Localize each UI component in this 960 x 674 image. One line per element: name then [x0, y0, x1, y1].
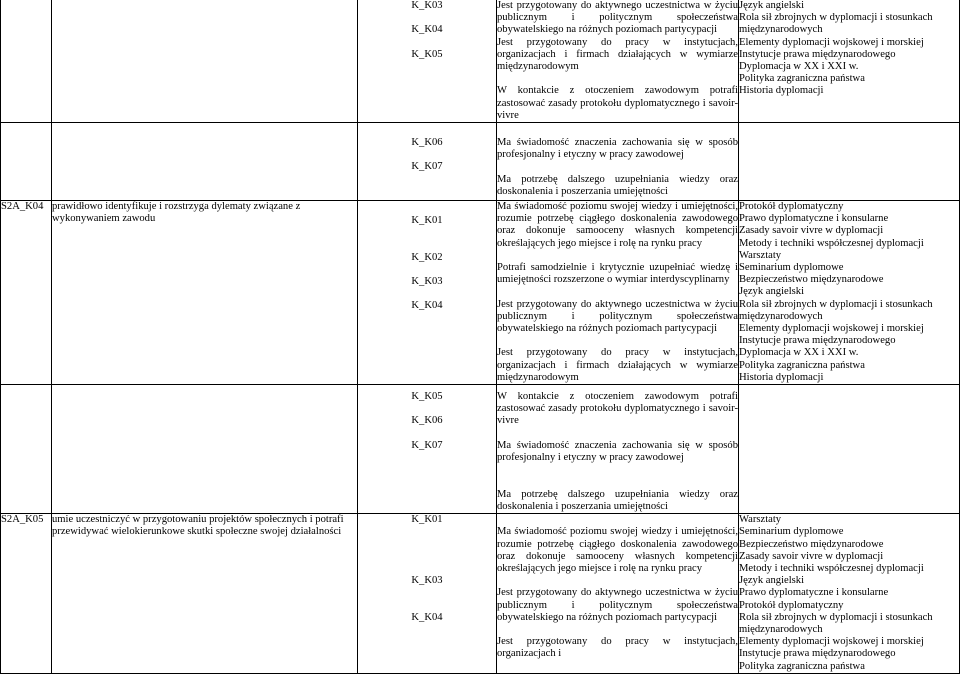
- area-code-cell: S2A_K04: [1, 201, 52, 385]
- outcome-refs-cell: K_K03 K_K04 K_K05: [358, 0, 497, 123]
- subjects-cell: Język angielski Rola sił zbrojnych w dyplomacji i stosunkach międzynarodowych Elementy dyplomacji wojskowej i morskiej Instytucje prawa międzynarodowego Dyplomacja w XX i XXI w. Polityka zagraniczna państwa Historia dyplomacji: [739, 0, 960, 123]
- outcome-effects-cell: W kontakcie z otoczeniem zawodowym potrafi zastosować zasady protokołu dyplomatycznego i savoir-vivre Ma świadomość znaczenia zachowania się w sposób profesjonalny i etyczny w pracy zawodowej Ma potrzebę dalszego uzupełniania wiedzy oraz doskonalenia i poszerzania umiejętności: [497, 385, 739, 514]
- area-code-cell: [1, 385, 52, 514]
- area-description-cell: [52, 385, 358, 514]
- subjects-cell: Warsztaty Seminarium dyplomowe Bezpieczeństwo międzynarodowe Zasady savoir vivre w dyplomacji Metody i techniki współczesnej dyplomacji Język angielski Prawo dyplomatyczne i konsularne Protokół dyplomatyczny Rola sił zbrojnych w dyplomacji i stosunkach międzynarodowych Elementy dyplomacji wojskowej i morskiej Instytucje prawa międzynarodowego Polityka zagraniczna państwa: [739, 514, 960, 674]
- outcome-effects-cell: Ma świadomość poziomu swojej wiedzy i umiejętności, rozumie potrzebę ciągłego doskonalenia zawodowego oraz dokonuje samooceny własnych kompetencji określających jego miejsce i rolę na rynku pracy Jest przygotowany do aktywnego uczestnictwa w życiu publicznym i politycznym społeczeństwa obywatelskiego na różnych poziomach partycypacji Jest przygotowany do pracy w instytucjach, organizacjach i: [497, 514, 739, 674]
- outcome-refs-cell: K_K05 K_K06 K_K07: [358, 385, 497, 514]
- area-description-cell: prawidłowo identyfikuje i rozstrzyga dylematy związane z wykonywaniem zawodu: [52, 201, 358, 385]
- area-description-cell: [52, 0, 358, 123]
- outcome-effects-cell: Ma świadomość poziomu swojej wiedzy i umiejętności, rozumie potrzebę ciągłego doskonalenia zawodowego oraz dokonuje samooceny własnych kompetencji określających jego miejsce i rolę na rynku pracy Potrafi samodzielnie i krytycznie uzupełniać wiedzę i umiejętności rozszerzone o wymiar interdyscyplinarny Jest przygotowany do aktywnego uczestnictwa w życiu publicznym i politycznym społeczeństwa obywatelskiego na różnych poziomach partycypacji Jest przygotowany do pracy w instytucjach, organizacjach i firmach działających w wymiarze międzynarodowym: [497, 201, 738, 383]
- outcome-refs-cell: K_K01 K_K03 K_K04: [358, 514, 497, 674]
- subjects-cell: [739, 123, 960, 201]
- area-description-cell: umie uczestniczyć w przygotowaniu projektów społecznych i potrafi przewidywać wielokierunkowe skutki społeczne swojej działalności: [52, 514, 358, 674]
- outcome-effects-cell: Jest przygotowany do aktywnego uczestnictwa w życiu publicznym i politycznym społeczeństwa obywatelskiego na różnych poziomach partycypacji Jest przygotowany do pracy w instytucjach, organizacjach i firmach działających w wymiarze międzynarodowym W kontakcie z otoczeniem zawodowym potrafi zastosować zasady protokołu dyplomatycznego i savoir-vivre: [497, 0, 738, 121]
- outcome-effects-cell: Ma świadomość znaczenia zachowania się w sposób profesjonalny i etyczny w pracy zawodowej Ma potrzebę dalszego uzupełniania wiedzy oraz doskonalenia i poszerzania umiejętności: [497, 123, 739, 201]
- subjects-cell: Protokół dyplomatyczny Prawo dyplomatyczne i konsularne Zasady savoir vivre w dyplomacji Metody i techniki współczesnej dyplomacji Warsztaty Seminarium dyplomowe Bezpieczeństwo międzynarodowe Język angielski Rola sił zbrojnych w dyplomacji i stosunkach międzynarodowych Elementy dyplomacji wojskowej i morskiej Instytucje prawa międzynarodowego Dyplomacja w XX i XXI w. Polityka zagraniczna państwa Historia dyplomacji: [739, 201, 960, 385]
- area-code-cell: [1, 123, 52, 201]
- table-row: [1, 201, 960, 385]
- area-code-cell: [1, 0, 52, 123]
- area-code-cell: S2A_K05: [1, 514, 52, 674]
- outcome-refs-cell: K_K06 K_K07: [358, 123, 497, 201]
- subjects-cell: [739, 385, 960, 514]
- outcome-refs-cell: K_K01 K_K02 K_K03 K_K04: [358, 201, 497, 385]
- area-description-cell: [52, 123, 358, 201]
- table-row: [1, 385, 960, 514]
- table-row: [1, 123, 960, 201]
- table-row: [1, 0, 960, 123]
- table-row: [1, 514, 960, 674]
